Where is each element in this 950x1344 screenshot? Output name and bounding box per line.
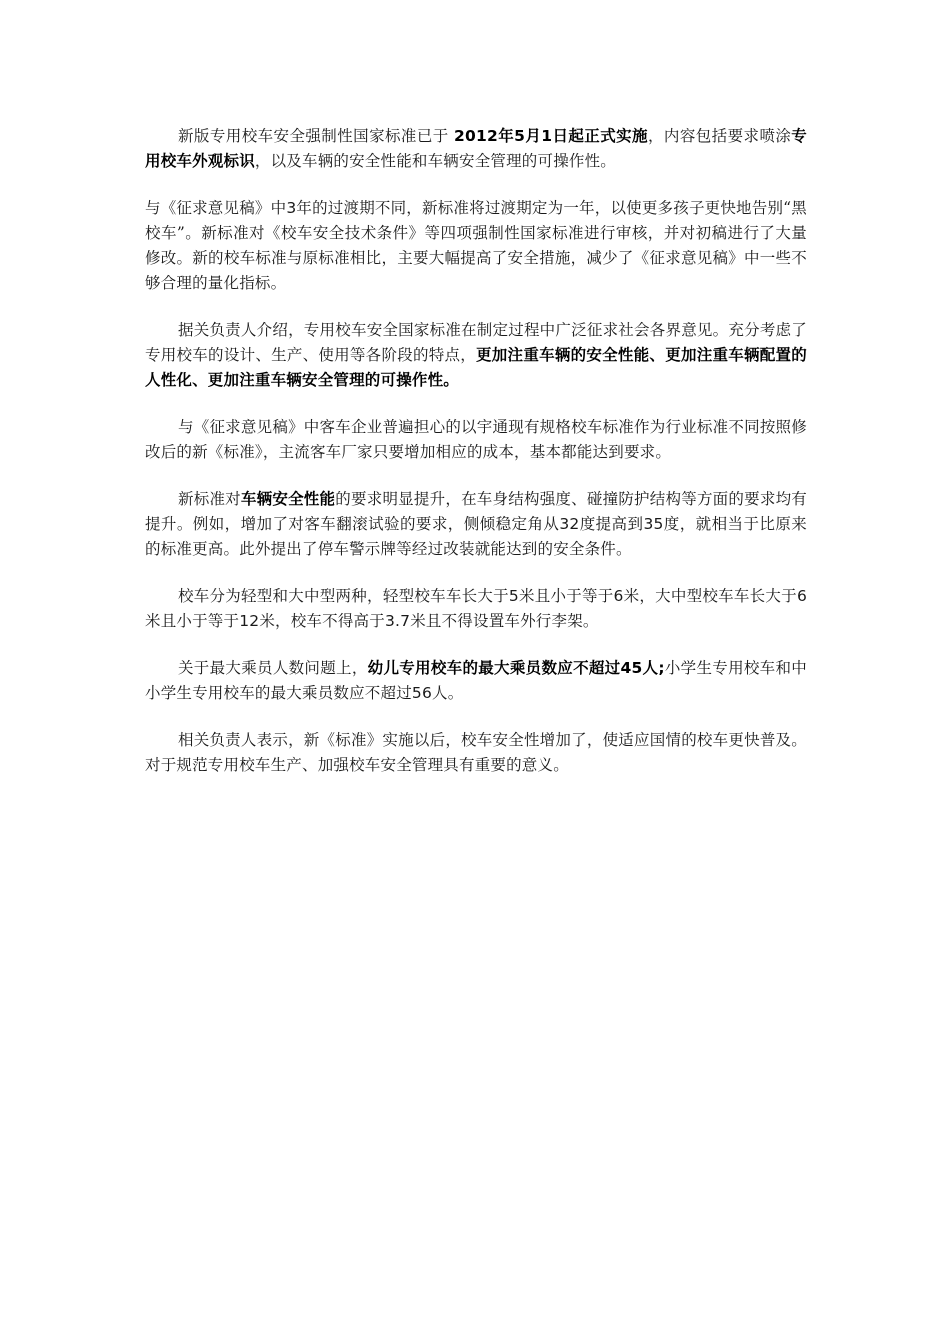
body-text: 度，就相当于比原来的标准更高。此外提出了停车警示牌等经过改装就能达到的安全条件。	[145, 515, 807, 558]
body-text: 相关负责人表示，新《标准》实施以后，校车安全性增加了，使适应国情的校车更快普及。对于规范专用校车生产、加强校车安全管理具有重要的意义。	[145, 731, 807, 774]
paragraph-1	[145, 124, 807, 174]
body-text: 据关负责人介绍，专用校车安全国家标准在制定过程中广泛征求社会各界意见。充分考虑了专用校车的设计、生产、使用等各阶段的特点，	[145, 321, 807, 364]
body-text: 米且小于等于	[518, 587, 614, 605]
body-text: 米，大中型校车车长大于	[623, 587, 797, 605]
body-text: ，以及车辆的安全性能和车辆安全管理的可操作性。	[254, 152, 617, 170]
paragraph-8	[145, 728, 807, 778]
body-text: 32	[559, 515, 580, 533]
bold-text: 车辆安全性能	[240, 490, 336, 508]
body-text: 关于最大乘员人数问题上，	[178, 659, 368, 677]
body-text: 6	[796, 587, 808, 605]
bold-text: 2012年5月1日起正式实施	[454, 127, 648, 145]
body-text: 米且小于等于	[145, 612, 240, 630]
body-text: 米且不得设置车外行李架。	[410, 612, 599, 630]
bold-text: 更加注重车辆的安全性能、更加注重车辆配置的人性化、更加注重车辆安全管理的可操作性。	[145, 346, 807, 389]
paragraph-3	[145, 318, 807, 393]
bold-text: 幼儿专用校车的最大乘员数应不超过45人;	[367, 659, 665, 677]
body-text: 3	[286, 199, 297, 217]
paragraph-7	[145, 656, 807, 706]
body-text: ，内容包括要求喷涂	[647, 127, 792, 145]
document-page	[145, 124, 807, 800]
body-text: 新版专用校车安全强制性国家标准已于	[178, 127, 455, 145]
body-text: 年的过渡期不同，新标准将过渡期定为一年，以使更多孩子更快地告别“黑校车”。新标准对《校车安全技术条件》等四项强制性国家标准进行审核，并对初稿进行了大量修改。新的校车标准与原标准相比，主要大幅提高了安全措施，减少了《征求意见稿》中一些不够合理的量化指标。	[145, 199, 807, 292]
body-text: 与《征求意见稿》中	[145, 199, 287, 217]
paragraph-5	[145, 487, 807, 562]
body-text: 校车分为轻型和大中型两种，轻型校车车长大于	[178, 587, 509, 605]
body-text: 6	[613, 587, 624, 605]
body-text: 56	[411, 684, 433, 702]
body-text: 人。	[432, 684, 464, 702]
body-text: 新标准对	[178, 490, 241, 508]
paragraph-4	[145, 415, 807, 465]
body-text: 度提高到	[579, 515, 644, 533]
body-text: 35	[643, 515, 664, 533]
body-text: 小学生专用校车和中小学生专用校车的最大乘员数应不超过	[145, 659, 807, 702]
body-text: 12	[239, 612, 260, 630]
body-text: 3.7	[384, 612, 411, 630]
body-text: 的要求明显提升，在车身结构强度、碰撞防护结构等方面的要求均有提升。例如，增加了对客车翻滚试验的要求，侧倾稳定角从	[145, 490, 807, 533]
paragraph-2	[145, 196, 807, 296]
body-text: 米，校车不得高于	[259, 612, 385, 630]
body-text: 5	[508, 587, 519, 605]
paragraph-6	[145, 584, 807, 634]
body-text: 与《征求意见稿》中客车企业普遍担心的以宇通现有规格校车标准作为行业标准不同按照修改后的新《标准》，主流客车厂家只要增加相应的成本，基本都能达到要求。	[145, 418, 807, 461]
bold-text: 专用校车外观标识	[145, 127, 807, 170]
